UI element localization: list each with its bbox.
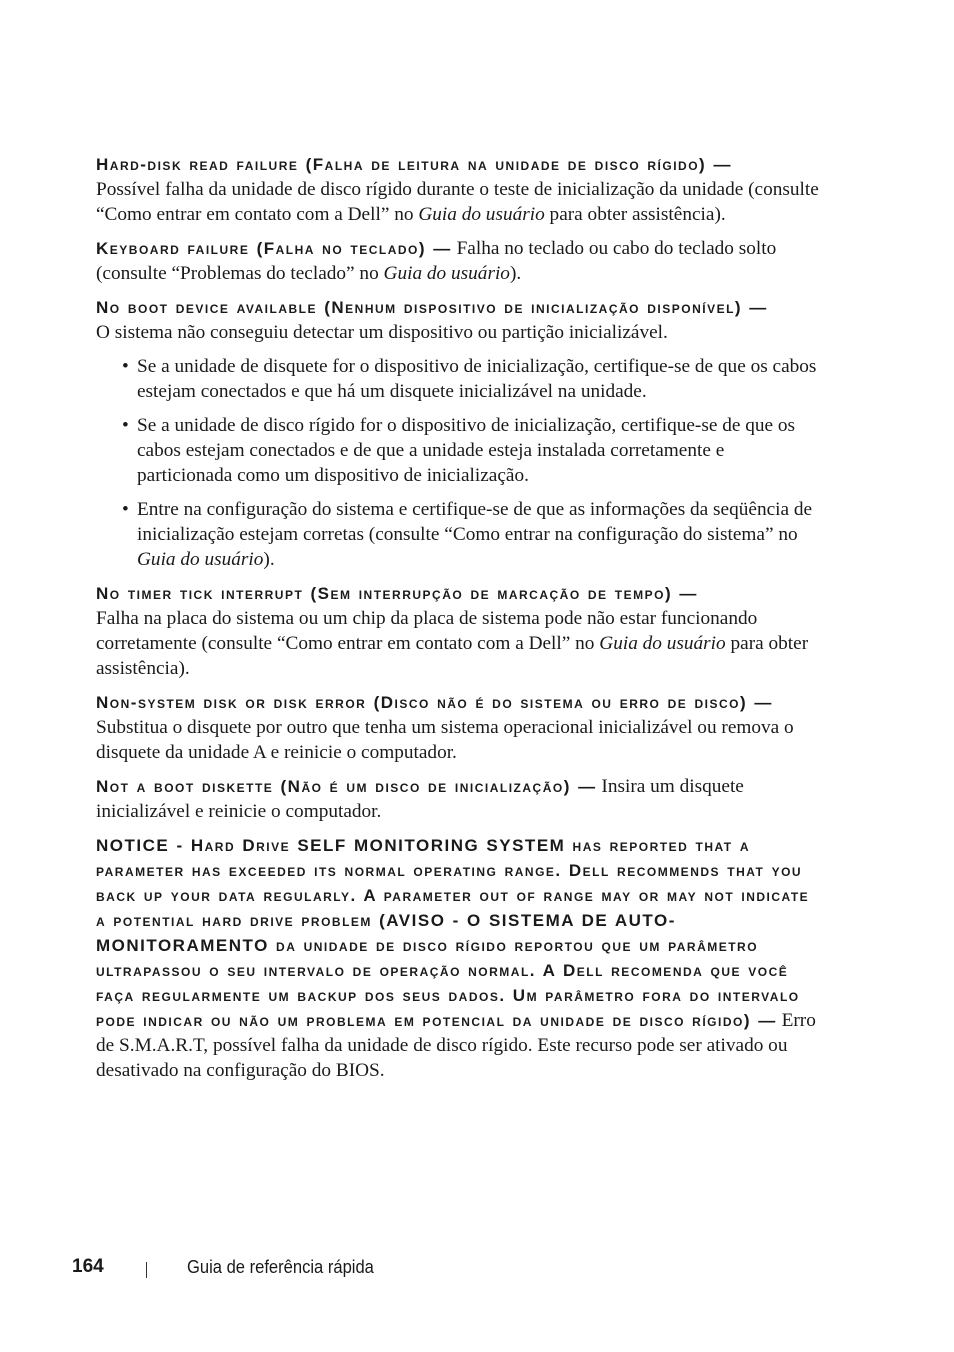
entry-italic-ref: Guia do usuário [418, 204, 545, 225]
error-entry-not-a-boot-diskette [96, 774, 824, 824]
entry-italic-ref: Guia do usuário [599, 633, 726, 654]
error-entry-keyboard-failure [96, 236, 824, 286]
entry-heading: Not a boot diskette (Não é um disco de inicialização) — [96, 777, 597, 796]
entry-heading: No boot device available (Nenhum dispositivo de inicialização disponível) — [96, 298, 768, 317]
list-item: • Entre na configuração do sistema e certifique-se de que as informações da seqüência de inicialização estejam corretas (consulte “Como entrar na configuração do sistema” no Guia do usuário). [122, 499, 813, 570]
entry-heading: Non-system disk or disk error (Disco não é do sistema ou erro de disco) — [96, 693, 773, 712]
list-item: • Se a unidade de disquete for o dispositivo de inicialização, certifique-se de que os cabos estejam conectados e que há um disquete inicializável na unidade. [122, 356, 817, 402]
bullet-list [96, 354, 824, 572]
entry-text: Insira um disquete inicializável e reinicie o computador. [96, 776, 744, 822]
entry-text: Erro de S.M.A.R.T, possível falha da unidade de disco rígido. Este recurso pode ser ativado ou desativado na configuração do BIOS. [96, 1010, 816, 1081]
error-entry-smart-notice [96, 833, 824, 1083]
entry-text: O sistema não conseguiu detectar um dispositivo ou partição inicializável. [96, 322, 668, 343]
entry-text: Falha no teclado ou cabo do teclado solto (consulte “Problemas do teclado” no [96, 238, 777, 284]
entry-text-end: para obter assistência). [544, 204, 726, 225]
entry-heading: Keyboard failure (Falha no teclado) — [96, 239, 452, 258]
entry-heading: NOTICE - Hard Drive SELF MONITORING SYSTEM has reported that a parameter has exceeded its normal operating range. Dell recommends that you back up your data regularly. A parameter out of range may or may not indicate a potential hard drive problem (AVISO - O SISTEMA DE AUTO-MONITORAMENTO da unidade de disco rígido reportou que um parâmetro ultrapassou o seu intervalo de operação normal. A Dell recomenda que você faça regularmente um backup dos seus dados. Um parâmetro fora do intervalo pode indicar ou não um problema em potencial da unidade de disco rígido) — [96, 836, 810, 1030]
page-footer [72, 1256, 572, 1282]
entry-text-end: ). [509, 263, 522, 284]
entry-heading: No timer tick interrupt (Sem interrupção de marcação de tempo) — [96, 584, 698, 603]
bullet-icon: • [122, 415, 129, 436]
document-body [96, 152, 824, 1092]
entry-italic-ref: Guia do usuário [383, 263, 510, 284]
bullet-icon: • [122, 356, 129, 377]
footer-divider [146, 1262, 147, 1278]
entry-text: Substitua o disquete por outro que tenha um sistema operacional inicializável ou remova o disquete da unidade A e reinicie o computador. [96, 717, 794, 763]
footer-title: Guia de referência rápida [187, 1257, 374, 1277]
error-entry-hard-disk-read-failure [96, 152, 824, 227]
error-entry-non-system-disk [96, 690, 824, 765]
page-number: 164 [72, 1256, 104, 1277]
entry-text: Possível falha da unidade de disco rígido durante o teste de inicialização da unidade (consulte “Como entrar em contato com a Dell” no [96, 179, 819, 225]
error-entry-no-boot-device [96, 295, 824, 345]
list-item: • Se a unidade de disco rígido for o dispositivo de inicialização, certifique-se de que os cabos estejam conectados e de que a unidade esteja instalada corretamente e particionada como um dispositivo de inicialização. [122, 415, 796, 486]
entry-text: Falha na placa do sistema ou um chip da placa de sistema pode não estar funcionando corretamente (consulte “Como entrar em contato com a Dell” no [96, 608, 758, 654]
entry-heading: Hard-disk read failure (Falha de leitura na unidade de disco rígido) — [96, 155, 732, 174]
error-entry-no-timer-tick [96, 581, 824, 681]
bullet-icon: • [122, 499, 129, 520]
entry-text-end: para obter assistência). [96, 633, 809, 679]
